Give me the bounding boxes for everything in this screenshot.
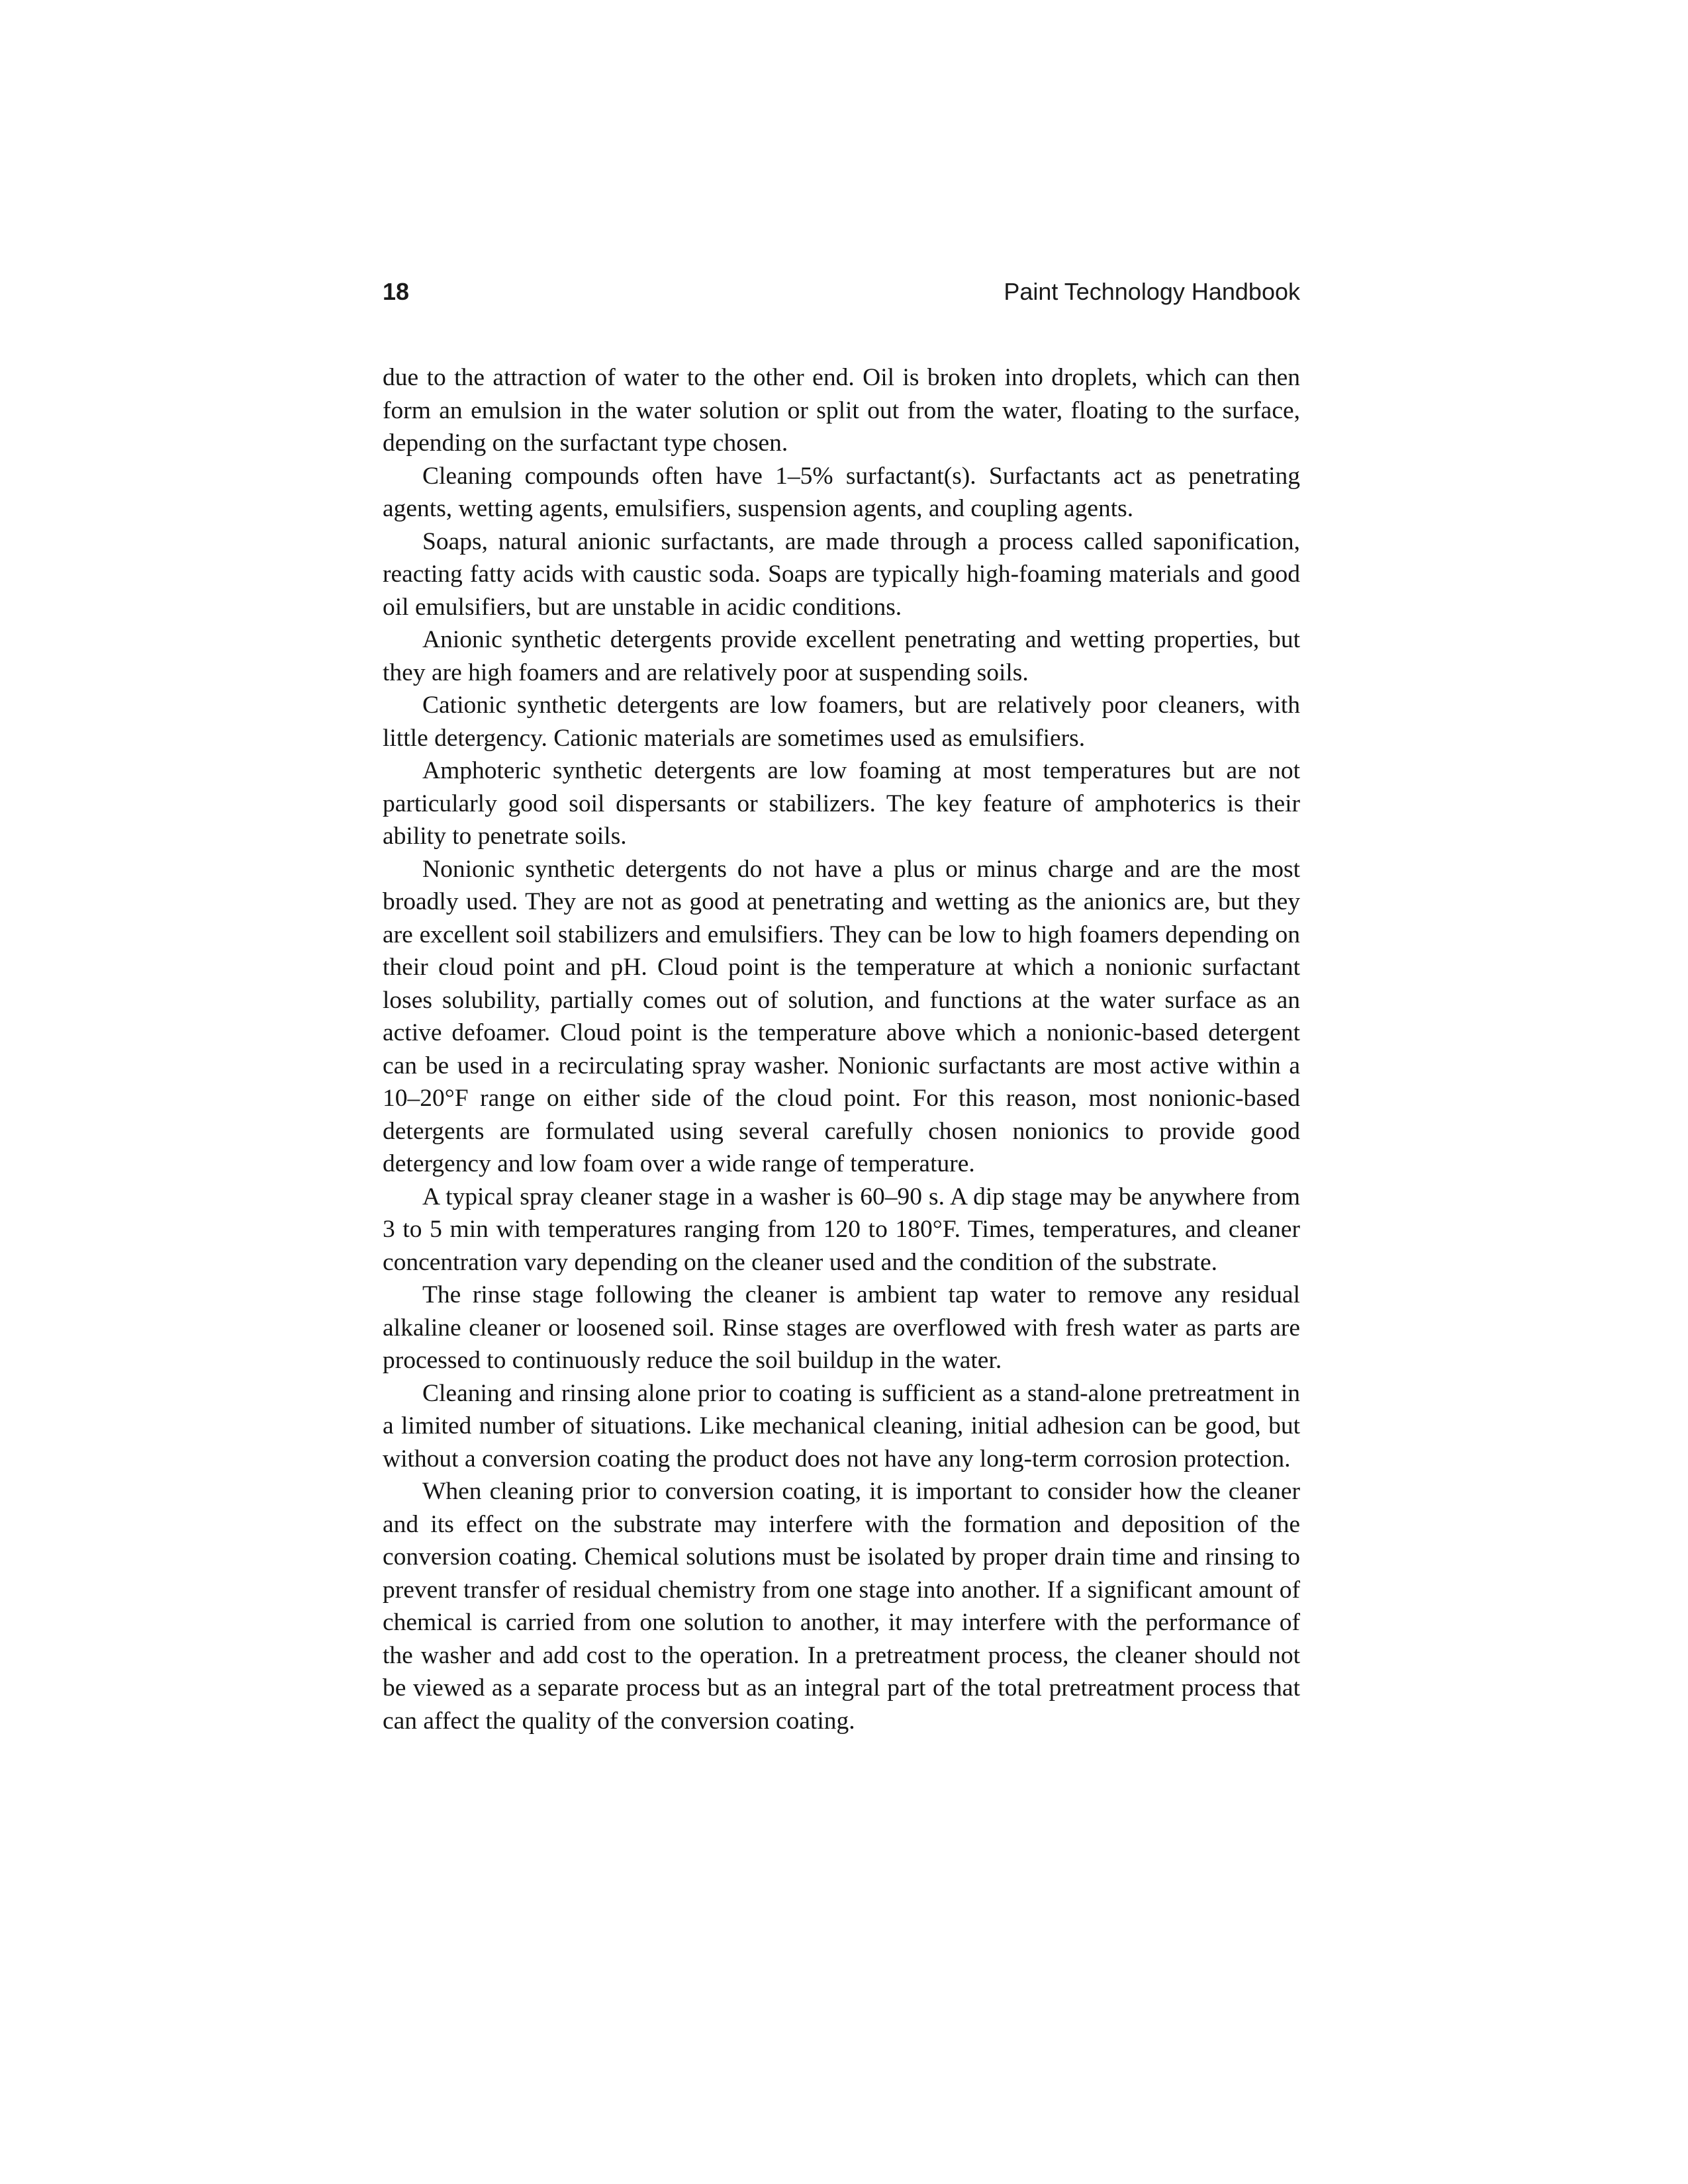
body-text	[383, 361, 1300, 1737]
paragraph-anionic: Anionic synthetic detergents provide excellent penetrating and wetting properties, but they are high foamers and are relatively poor at suspending soils.	[383, 626, 1300, 686]
paragraph-conversion-coating: When cleaning prior to conversion coating, it is important to consider how the cleaner and its effect on the substrate may interfere with the formation and deposition of the conversion coating. Chemical solutions must be isolated by proper drain time and rinsing to prevent transfer of residual chemistry from one stage into another. If a significant amount of chemical is carried from one solution to another, it may interfere with the performance of the washer and add cost to the operation. In a pretreatment process, the cleaner should not be viewed as a separate process but as an integral part of the total pretreatment process that can affect the quality of the conversion coating.	[383, 1478, 1300, 1735]
paragraph-standalone-pretreatment: Cleaning and rinsing alone prior to coating is sufficient as a stand-alone pretreatment in a limited number of situations. Like mechanical cleaning, initial adhesion can be good, but without a conversion coating the product does not have any long-term corrosion protection.	[383, 1379, 1300, 1473]
paragraph-nonionic: Nonionic synthetic detergents do not have a plus or minus charge and are the most broadly used. They are not as good at penetrating and wetting as the anionics are, but they are excellent soil stabilizers and emulsifiers. They can be low to high foamers depending on their cloud point and pH. Cloud point is the temperature at which a nonionic surfactant loses solubility, partially comes out of solution, and functions at the water surface as an active defoamer. Cloud point is the temperature above which a nonionic-based detergent can be used in a recirculating spray washer. Nonionic surfactants are most active within a 10–20°F range on either side of the cloud point. For this reason, most nonionic-based detergents are formulated using several carefully chosen nonionics to provide good detergency and low foam over a wide range of temperature.	[383, 855, 1300, 1177]
book-title: Paint Technology Handbook	[1004, 278, 1300, 305]
paragraph-continued: due to the attraction of water to the other end. Oil is broken into droplets, which can then form an emulsion in the water solution or split out from the water, floating to the surface, depending on the surfactant type chosen.	[383, 364, 1300, 457]
paragraph-cleaner-stage: A typical spray cleaner stage in a washer is 60–90 s. A dip stage may be anywhere from 3 to 5 min with temperatures ranging from 120 to 180°F. Times, temperatures, and cleaner concentration vary depending on the cleaner used and the condition of the substrate.	[383, 1183, 1300, 1276]
page-number: 18	[383, 278, 410, 305]
paragraph-surfactant-content: Cleaning compounds often have 1–5% surfactant(s). Surfactants act as penetrating agents, wetting agents, emulsifiers, suspension agents, and coupling agents.	[383, 462, 1300, 522]
paragraph-rinse-stage: The rinse stage following the cleaner is ambient tap water to remove any residual alkaline cleaner or loosened soil. Rinse stages are overflowed with fresh water as parts are processed to continuously reduce the soil buildup in the water.	[383, 1281, 1300, 1374]
paragraph-cationic: Cationic synthetic detergents are low foamers, but are relatively poor cleaners, with little detergency. Cationic materials are sometimes used as emulsifiers.	[383, 692, 1300, 752]
paragraph-amphoteric: Amphoteric synthetic detergents are low foaming at most temperatures but are not particularly good soil dispersants or stabilizers. The key feature of amphoterics is their ability to penetrate soils.	[383, 757, 1300, 850]
paragraph-soaps: Soaps, natural anionic surfactants, are made through a process called saponification, reacting fatty acids with caustic soda. Soaps are typically high-foaming materials and good oil emulsifiers, but are unstable in acidic conditions.	[383, 527, 1300, 621]
running-head	[383, 278, 1300, 312]
